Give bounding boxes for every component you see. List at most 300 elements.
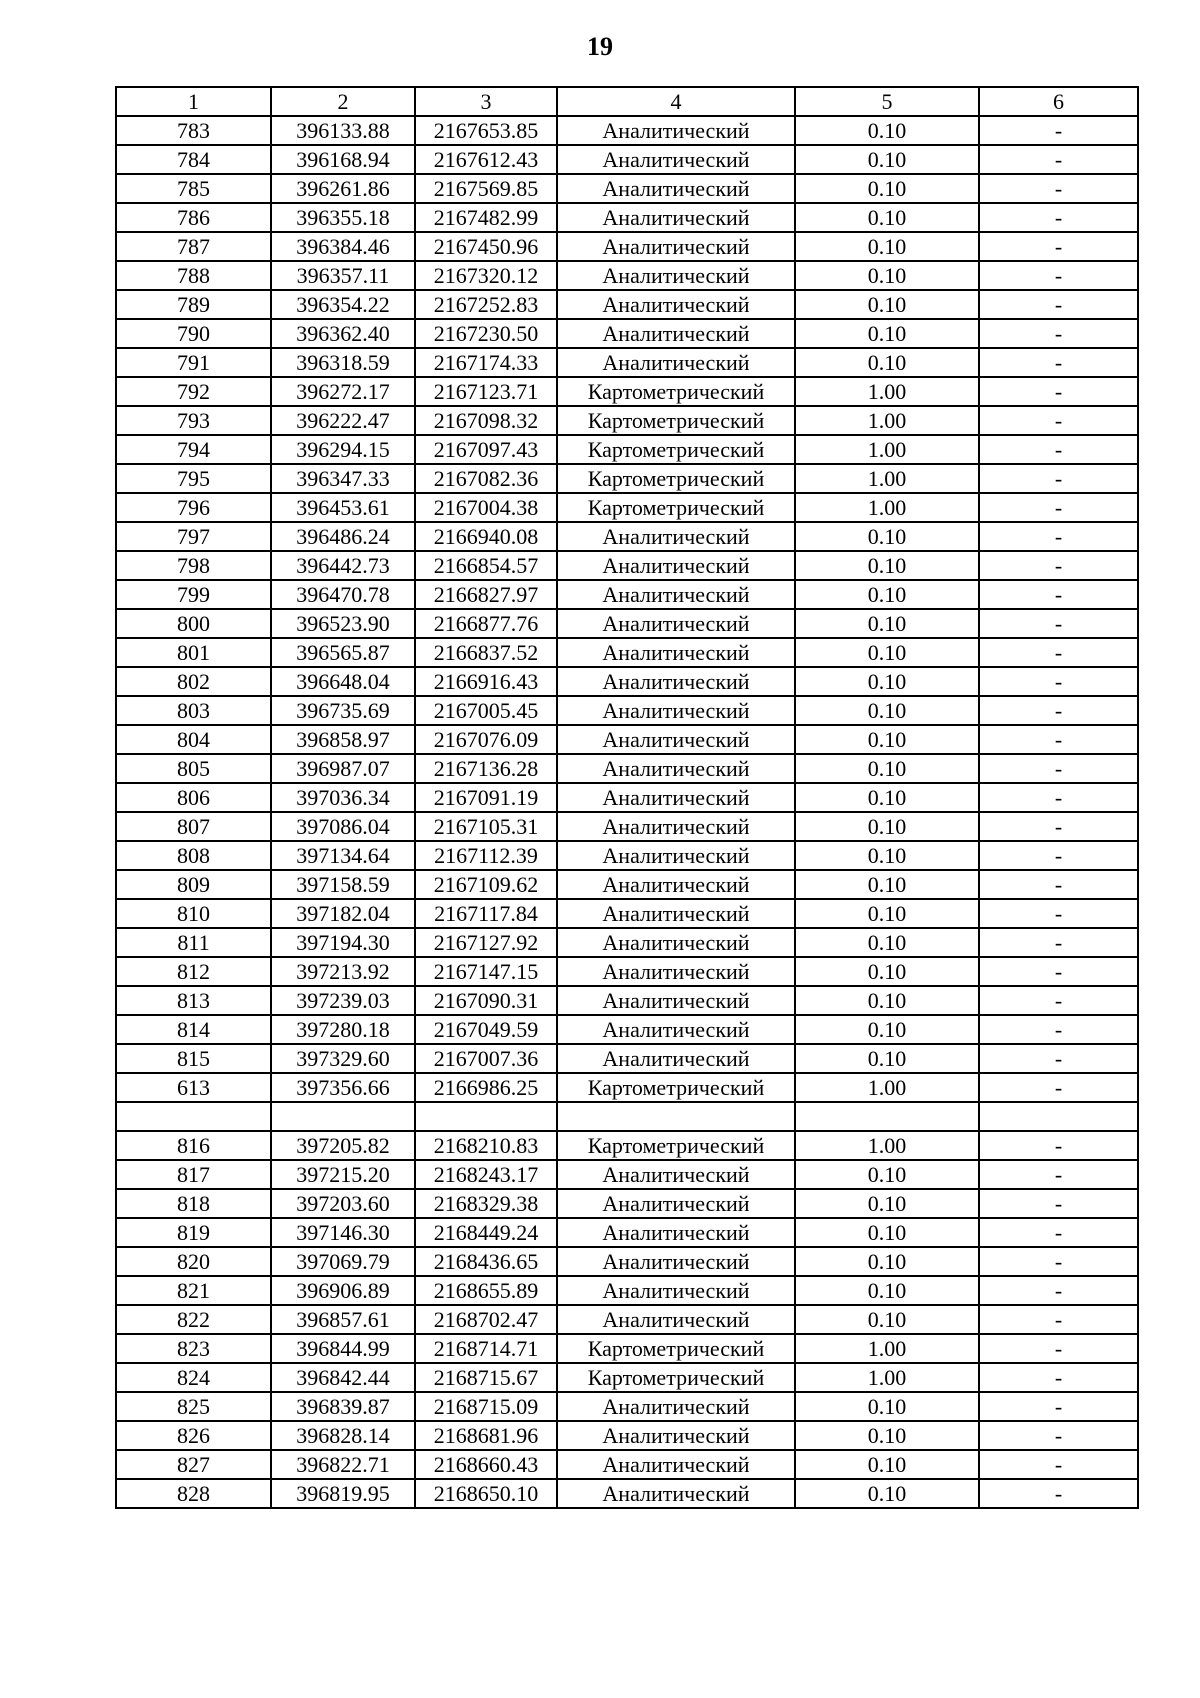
note-cell: - xyxy=(979,493,1138,522)
y-coordinate-cell: 2167174.33 xyxy=(415,348,557,377)
note-cell: - xyxy=(979,1218,1138,1247)
x-coordinate-cell: 397215.20 xyxy=(271,1160,415,1189)
note-cell: - xyxy=(979,783,1138,812)
point-number-cell: 798 xyxy=(116,551,271,580)
x-coordinate-cell: 396844.99 xyxy=(271,1334,415,1363)
y-coordinate-cell: 2167252.83 xyxy=(415,290,557,319)
table-row xyxy=(116,986,1138,1015)
method-cell: Аналитический xyxy=(557,1479,795,1508)
y-coordinate-cell: 2166986.25 xyxy=(415,1073,557,1102)
x-coordinate-cell: 397329.60 xyxy=(271,1044,415,1073)
y-coordinate-cell: 2167082.36 xyxy=(415,464,557,493)
point-number-cell: 807 xyxy=(116,812,271,841)
y-coordinate-cell: 2168714.71 xyxy=(415,1334,557,1363)
x-coordinate-cell: 396294.15 xyxy=(271,435,415,464)
table-row xyxy=(116,290,1138,319)
method-cell: Аналитический xyxy=(557,870,795,899)
y-coordinate-cell: 2167147.15 xyxy=(415,957,557,986)
note-cell: - xyxy=(979,203,1138,232)
table-row xyxy=(116,406,1138,435)
accuracy-cell: 0.10 xyxy=(795,551,979,580)
method-cell: Аналитический xyxy=(557,290,795,319)
point-number-cell: 803 xyxy=(116,696,271,725)
accuracy-cell: 1.00 xyxy=(795,464,979,493)
point-number-cell: 809 xyxy=(116,870,271,899)
table-row xyxy=(116,319,1138,348)
accuracy-cell: 0.10 xyxy=(795,609,979,638)
table-row xyxy=(116,1305,1138,1334)
table-row xyxy=(116,957,1138,986)
accuracy-cell: 0.10 xyxy=(795,899,979,928)
y-coordinate-cell: 2167653.85 xyxy=(415,116,557,145)
accuracy-cell: 1.00 xyxy=(795,493,979,522)
accuracy-cell: 0.10 xyxy=(795,116,979,145)
x-coordinate-cell: 396648.04 xyxy=(271,667,415,696)
table-row xyxy=(116,348,1138,377)
table-row xyxy=(116,232,1138,261)
point-number-cell: 808 xyxy=(116,841,271,870)
table-row xyxy=(116,1015,1138,1044)
note-cell: - xyxy=(979,145,1138,174)
x-coordinate-cell: 396384.46 xyxy=(271,232,415,261)
note-cell: - xyxy=(979,116,1138,145)
accuracy-cell: 0.10 xyxy=(795,580,979,609)
x-coordinate-cell: 397134.64 xyxy=(271,841,415,870)
column-header: 6 xyxy=(979,87,1138,116)
y-coordinate-cell: 2168650.10 xyxy=(415,1479,557,1508)
point-number-cell: 784 xyxy=(116,145,271,174)
point-number-cell: 818 xyxy=(116,1189,271,1218)
point-number-cell: 797 xyxy=(116,522,271,551)
column-header: 3 xyxy=(415,87,557,116)
x-coordinate-cell: 396819.95 xyxy=(271,1479,415,1508)
point-number-cell: 795 xyxy=(116,464,271,493)
accuracy-cell: 0.10 xyxy=(795,522,979,551)
accuracy-cell: 0.10 xyxy=(795,812,979,841)
y-coordinate-cell: 2167004.38 xyxy=(415,493,557,522)
point-number-cell: 783 xyxy=(116,116,271,145)
accuracy-cell: 0.10 xyxy=(795,957,979,986)
method-cell xyxy=(557,1102,795,1131)
accuracy-cell: 0.10 xyxy=(795,696,979,725)
y-coordinate-cell: 2168210.83 xyxy=(415,1131,557,1160)
x-coordinate-cell: 396261.86 xyxy=(271,174,415,203)
accuracy-cell: 0.10 xyxy=(795,986,979,1015)
y-coordinate-cell: 2167112.39 xyxy=(415,841,557,870)
x-coordinate-cell: 396222.47 xyxy=(271,406,415,435)
point-number-cell: 812 xyxy=(116,957,271,986)
x-coordinate-cell: 396906.89 xyxy=(271,1276,415,1305)
x-coordinate-cell: 396828.14 xyxy=(271,1421,415,1450)
note-cell: - xyxy=(979,870,1138,899)
y-coordinate-cell: 2167005.45 xyxy=(415,696,557,725)
x-coordinate-cell: 396470.78 xyxy=(271,580,415,609)
note-cell: - xyxy=(979,1073,1138,1102)
method-cell: Аналитический xyxy=(557,1305,795,1334)
note-cell: - xyxy=(979,551,1138,580)
point-number-cell: 810 xyxy=(116,899,271,928)
note-cell: - xyxy=(979,638,1138,667)
point-number-cell: 787 xyxy=(116,232,271,261)
method-cell: Аналитический xyxy=(557,1276,795,1305)
x-coordinate-cell: 396362.40 xyxy=(271,319,415,348)
note-cell: - xyxy=(979,957,1138,986)
accuracy-cell: 0.10 xyxy=(795,1276,979,1305)
table-header xyxy=(116,87,1138,116)
y-coordinate-cell: 2167105.31 xyxy=(415,812,557,841)
point-number-cell: 802 xyxy=(116,667,271,696)
y-coordinate-cell: 2167127.92 xyxy=(415,928,557,957)
table-row xyxy=(116,928,1138,957)
accuracy-cell: 0.10 xyxy=(795,1392,979,1421)
accuracy-cell: 1.00 xyxy=(795,435,979,464)
method-cell: Аналитический xyxy=(557,841,795,870)
note-cell: - xyxy=(979,522,1138,551)
y-coordinate-cell: 2168660.43 xyxy=(415,1450,557,1479)
note-cell: - xyxy=(979,609,1138,638)
table-row xyxy=(116,522,1138,551)
note-cell: - xyxy=(979,406,1138,435)
point-number-cell: 793 xyxy=(116,406,271,435)
note-cell: - xyxy=(979,261,1138,290)
x-coordinate-cell: 397213.92 xyxy=(271,957,415,986)
note-cell: - xyxy=(979,1479,1138,1508)
method-cell: Картометрический xyxy=(557,493,795,522)
y-coordinate-cell: 2166877.76 xyxy=(415,609,557,638)
point-number-cell: 817 xyxy=(116,1160,271,1189)
table-row xyxy=(116,145,1138,174)
method-cell: Картометрический xyxy=(557,406,795,435)
accuracy-cell: 0.10 xyxy=(795,145,979,174)
point-number-cell: 820 xyxy=(116,1247,271,1276)
accuracy-cell: 0.10 xyxy=(795,290,979,319)
method-cell: Картометрический xyxy=(557,464,795,493)
point-number-cell: 801 xyxy=(116,638,271,667)
method-cell: Картометрический xyxy=(557,1334,795,1363)
y-coordinate-cell: 2167109.62 xyxy=(415,870,557,899)
y-coordinate-cell: 2167007.36 xyxy=(415,1044,557,1073)
note-cell: - xyxy=(979,580,1138,609)
y-coordinate-cell: 2167097.43 xyxy=(415,435,557,464)
y-coordinate-cell: 2168243.17 xyxy=(415,1160,557,1189)
note-cell: - xyxy=(979,377,1138,406)
x-coordinate-cell: 397205.82 xyxy=(271,1131,415,1160)
table-row xyxy=(116,609,1138,638)
method-cell: Аналитический xyxy=(557,261,795,290)
y-coordinate-cell: 2168449.24 xyxy=(415,1218,557,1247)
x-coordinate-cell: 397146.30 xyxy=(271,1218,415,1247)
x-coordinate-cell: 397203.60 xyxy=(271,1189,415,1218)
method-cell: Аналитический xyxy=(557,957,795,986)
point-number-cell: 788 xyxy=(116,261,271,290)
point-number-cell: 804 xyxy=(116,725,271,754)
x-coordinate-cell: 397239.03 xyxy=(271,986,415,1015)
accuracy-cell: 0.10 xyxy=(795,1218,979,1247)
point-number-cell: 825 xyxy=(116,1392,271,1421)
accuracy-cell: 0.10 xyxy=(795,928,979,957)
method-cell: Аналитический xyxy=(557,551,795,580)
method-cell: Картометрический xyxy=(557,1073,795,1102)
x-coordinate-cell: 397280.18 xyxy=(271,1015,415,1044)
note-cell: - xyxy=(979,1044,1138,1073)
table-row xyxy=(116,1363,1138,1392)
y-coordinate-cell: 2167569.85 xyxy=(415,174,557,203)
table-row xyxy=(116,551,1138,580)
note-cell: - xyxy=(979,696,1138,725)
table-row xyxy=(116,261,1138,290)
method-cell: Аналитический xyxy=(557,928,795,957)
note-cell: - xyxy=(979,1450,1138,1479)
accuracy-cell: 0.10 xyxy=(795,1044,979,1073)
note-cell: - xyxy=(979,1392,1138,1421)
method-cell: Аналитический xyxy=(557,1015,795,1044)
table-row xyxy=(116,1392,1138,1421)
x-coordinate-cell: 396133.88 xyxy=(271,116,415,145)
note-cell xyxy=(979,1102,1138,1131)
table-row xyxy=(116,1131,1138,1160)
point-number-cell: 811 xyxy=(116,928,271,957)
x-coordinate-cell: 396842.44 xyxy=(271,1363,415,1392)
table-row xyxy=(116,638,1138,667)
point-number-cell: 789 xyxy=(116,290,271,319)
y-coordinate-cell: 2168715.67 xyxy=(415,1363,557,1392)
table-row xyxy=(116,1421,1138,1450)
y-coordinate-cell: 2166854.57 xyxy=(415,551,557,580)
table-row xyxy=(116,493,1138,522)
method-cell: Картометрический xyxy=(557,435,795,464)
page-number: 19 xyxy=(587,32,613,61)
point-number-cell: 794 xyxy=(116,435,271,464)
table-row xyxy=(116,580,1138,609)
accuracy-cell: 0.10 xyxy=(795,638,979,667)
table-row xyxy=(116,1276,1138,1305)
table-row xyxy=(116,116,1138,145)
method-cell: Аналитический xyxy=(557,812,795,841)
table-row xyxy=(116,1247,1138,1276)
x-coordinate-cell: 396523.90 xyxy=(271,609,415,638)
method-cell: Аналитический xyxy=(557,1189,795,1218)
accuracy-cell: 0.10 xyxy=(795,1479,979,1508)
table-row xyxy=(116,1044,1138,1073)
note-cell: - xyxy=(979,986,1138,1015)
column-header: 1 xyxy=(116,87,271,116)
x-coordinate-cell: 396453.61 xyxy=(271,493,415,522)
accuracy-cell: 0.10 xyxy=(795,754,979,783)
point-number-cell: 800 xyxy=(116,609,271,638)
accuracy-cell: 0.10 xyxy=(795,1160,979,1189)
header-row xyxy=(116,87,1138,116)
point-number-cell: 819 xyxy=(116,1218,271,1247)
x-coordinate-cell: 396168.94 xyxy=(271,145,415,174)
point-number-cell: 806 xyxy=(116,783,271,812)
y-coordinate-cell: 2168436.65 xyxy=(415,1247,557,1276)
accuracy-cell: 0.10 xyxy=(795,1015,979,1044)
accuracy-cell: 0.10 xyxy=(795,261,979,290)
point-number-cell: 785 xyxy=(116,174,271,203)
method-cell: Аналитический xyxy=(557,580,795,609)
point-number-cell: 792 xyxy=(116,377,271,406)
y-coordinate-cell: 2166916.43 xyxy=(415,667,557,696)
note-cell: - xyxy=(979,812,1138,841)
point-number-cell: 815 xyxy=(116,1044,271,1073)
method-cell: Аналитический xyxy=(557,174,795,203)
accuracy-cell: 0.10 xyxy=(795,232,979,261)
method-cell: Аналитический xyxy=(557,1421,795,1450)
method-cell: Аналитический xyxy=(557,754,795,783)
note-cell: - xyxy=(979,1334,1138,1363)
y-coordinate-cell: 2166940.08 xyxy=(415,522,557,551)
accuracy-cell: 1.00 xyxy=(795,377,979,406)
x-coordinate-cell: 397158.59 xyxy=(271,870,415,899)
x-coordinate-cell: 396442.73 xyxy=(271,551,415,580)
x-coordinate-cell: 396357.11 xyxy=(271,261,415,290)
column-header: 2 xyxy=(271,87,415,116)
x-coordinate-cell: 396822.71 xyxy=(271,1450,415,1479)
y-coordinate-cell: 2167123.71 xyxy=(415,377,557,406)
x-coordinate-cell: 397069.79 xyxy=(271,1247,415,1276)
point-number-cell: 813 xyxy=(116,986,271,1015)
method-cell: Аналитический xyxy=(557,319,795,348)
table-row xyxy=(116,783,1138,812)
table-row xyxy=(116,174,1138,203)
note-cell: - xyxy=(979,1015,1138,1044)
y-coordinate-cell: 2167482.99 xyxy=(415,203,557,232)
method-cell: Аналитический xyxy=(557,203,795,232)
y-coordinate-cell: 2167230.50 xyxy=(415,319,557,348)
method-cell: Картометрический xyxy=(557,1131,795,1160)
x-coordinate-cell xyxy=(271,1102,415,1131)
table-row xyxy=(116,870,1138,899)
point-number-cell: 828 xyxy=(116,1479,271,1508)
note-cell: - xyxy=(979,464,1138,493)
accuracy-cell: 0.10 xyxy=(795,870,979,899)
note-cell: - xyxy=(979,754,1138,783)
y-coordinate-cell: 2167612.43 xyxy=(415,145,557,174)
point-number-cell: 814 xyxy=(116,1015,271,1044)
accuracy-cell: 1.00 xyxy=(795,1073,979,1102)
accuracy-cell: 1.00 xyxy=(795,1363,979,1392)
y-coordinate-cell: 2168702.47 xyxy=(415,1305,557,1334)
method-cell: Аналитический xyxy=(557,1450,795,1479)
note-cell: - xyxy=(979,1421,1138,1450)
table-row xyxy=(116,435,1138,464)
point-number-cell: 790 xyxy=(116,319,271,348)
table-row xyxy=(116,1073,1138,1102)
table-row xyxy=(116,812,1138,841)
point-number-cell: 823 xyxy=(116,1334,271,1363)
point-number-cell: 827 xyxy=(116,1450,271,1479)
accuracy-cell: 0.10 xyxy=(795,1421,979,1450)
accuracy-cell: 0.10 xyxy=(795,203,979,232)
y-coordinate-cell: 2166837.52 xyxy=(415,638,557,667)
table-row xyxy=(116,203,1138,232)
note-cell: - xyxy=(979,232,1138,261)
x-coordinate-cell: 397194.30 xyxy=(271,928,415,957)
accuracy-cell: 0.10 xyxy=(795,783,979,812)
method-cell: Аналитический xyxy=(557,638,795,667)
note-cell: - xyxy=(979,1247,1138,1276)
x-coordinate-cell: 396735.69 xyxy=(271,696,415,725)
note-cell: - xyxy=(979,1305,1138,1334)
table-row xyxy=(116,754,1138,783)
point-number-cell: 826 xyxy=(116,1421,271,1450)
table-row xyxy=(116,464,1138,493)
table-row xyxy=(116,696,1138,725)
x-coordinate-cell: 396486.24 xyxy=(271,522,415,551)
x-coordinate-cell: 397086.04 xyxy=(271,812,415,841)
method-cell: Аналитический xyxy=(557,232,795,261)
method-cell: Аналитический xyxy=(557,116,795,145)
note-cell: - xyxy=(979,174,1138,203)
coordinates-table xyxy=(115,86,1139,1509)
accuracy-cell: 0.10 xyxy=(795,841,979,870)
accuracy-cell: 0.10 xyxy=(795,1305,979,1334)
accuracy-cell: 1.00 xyxy=(795,406,979,435)
accuracy-cell xyxy=(795,1102,979,1131)
table-row xyxy=(116,1334,1138,1363)
table-row xyxy=(116,1160,1138,1189)
accuracy-cell: 0.10 xyxy=(795,1450,979,1479)
y-coordinate-cell: 2167450.96 xyxy=(415,232,557,261)
note-cell: - xyxy=(979,1363,1138,1392)
point-number-cell: 786 xyxy=(116,203,271,232)
y-coordinate-cell: 2167117.84 xyxy=(415,899,557,928)
note-cell: - xyxy=(979,290,1138,319)
note-cell: - xyxy=(979,899,1138,928)
x-coordinate-cell: 396318.59 xyxy=(271,348,415,377)
point-number-cell: 796 xyxy=(116,493,271,522)
x-coordinate-cell: 396858.97 xyxy=(271,725,415,754)
method-cell: Аналитический xyxy=(557,1160,795,1189)
accuracy-cell: 1.00 xyxy=(795,1334,979,1363)
note-cell: - xyxy=(979,841,1138,870)
method-cell: Аналитический xyxy=(557,609,795,638)
point-number-cell: 613 xyxy=(116,1073,271,1102)
method-cell: Аналитический xyxy=(557,522,795,551)
method-cell: Аналитический xyxy=(557,783,795,812)
table-row xyxy=(116,725,1138,754)
method-cell: Аналитический xyxy=(557,986,795,1015)
accuracy-cell: 0.10 xyxy=(795,1247,979,1276)
note-cell: - xyxy=(979,319,1138,348)
y-coordinate-cell: 2168329.38 xyxy=(415,1189,557,1218)
method-cell: Картометрический xyxy=(557,377,795,406)
x-coordinate-cell: 396272.17 xyxy=(271,377,415,406)
y-coordinate-cell: 2167136.28 xyxy=(415,754,557,783)
point-number-cell: 799 xyxy=(116,580,271,609)
column-header: 5 xyxy=(795,87,979,116)
x-coordinate-cell: 397036.34 xyxy=(271,783,415,812)
x-coordinate-cell: 396347.33 xyxy=(271,464,415,493)
y-coordinate-cell: 2168655.89 xyxy=(415,1276,557,1305)
point-number-cell xyxy=(116,1102,271,1131)
method-cell: Аналитический xyxy=(557,1218,795,1247)
table-row xyxy=(116,1450,1138,1479)
point-number-cell: 822 xyxy=(116,1305,271,1334)
note-cell: - xyxy=(979,1189,1138,1218)
note-cell: - xyxy=(979,667,1138,696)
table-row xyxy=(116,899,1138,928)
accuracy-cell: 0.10 xyxy=(795,348,979,377)
accuracy-cell: 0.10 xyxy=(795,174,979,203)
x-coordinate-cell: 397182.04 xyxy=(271,899,415,928)
table-row xyxy=(116,841,1138,870)
x-coordinate-cell: 396355.18 xyxy=(271,203,415,232)
x-coordinate-cell: 396565.87 xyxy=(271,638,415,667)
y-coordinate-cell: 2167090.31 xyxy=(415,986,557,1015)
table-row xyxy=(116,1189,1138,1218)
accuracy-cell: 1.00 xyxy=(795,1131,979,1160)
